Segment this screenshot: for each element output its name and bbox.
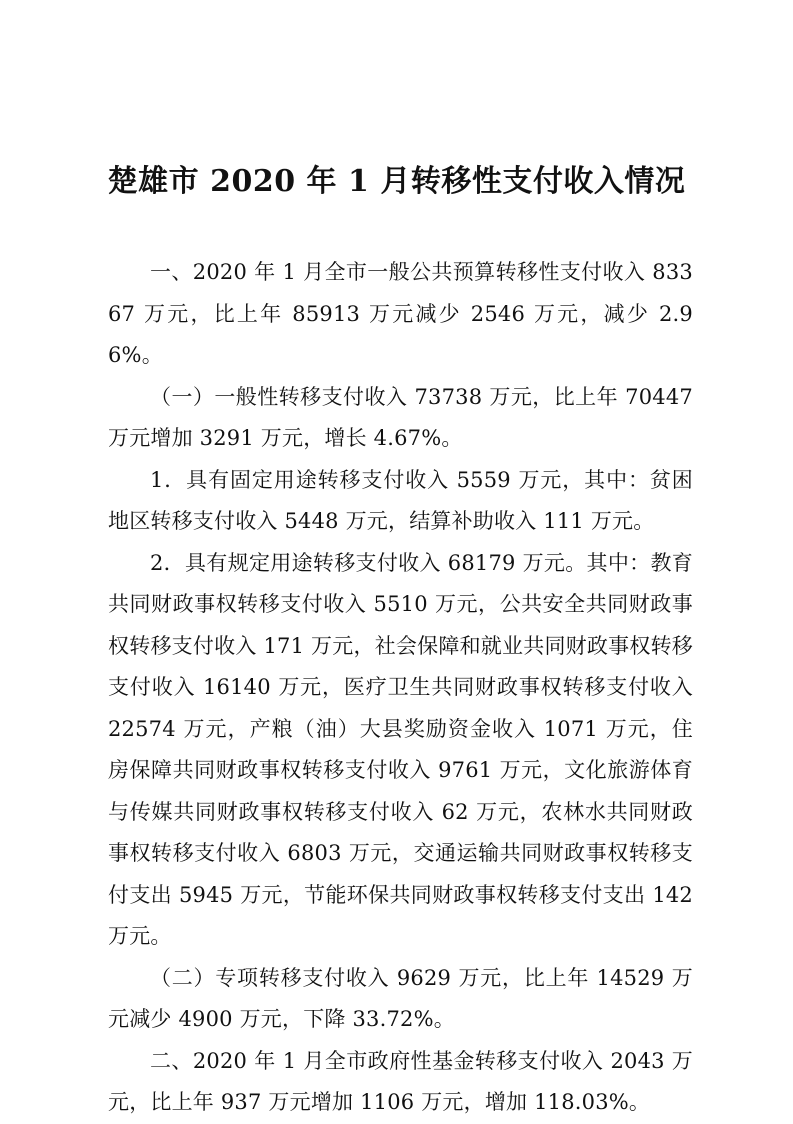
paragraph-government-fund-transfer: 二、2020 年 1 月全市政府性基金转移支付收入 2043 万元，比上年 937 万元增加 1106 万元，增加 118.03%。 [108, 1048, 693, 1114]
paragraph-fixed-purpose-transfer: 1．具有固定用途转移支付收入 5559 万元，其中：贫困地区转移支付收入 5448 万元，结算补助收入 111 万元。 [108, 467, 693, 533]
paragraph-designated-purpose-transfer: 2．具有规定用途转移支付收入 68179 万元。其中：教育共同财政事权转移支付收入 5510 万元，公共安全共同财政事权转移支付收入 171 万元，社会保障和就业共同财政事权转移支付收入 16140 万元，医疗卫生共同财政事权转移支付收入 22574 万元，产粮（油）大县奖励资金收入 1071 万元，住房保障共同财政事权转移支付收入 9761 万元，文化旅游体育与传媒共同财政事权转移支付收入 62 万元，农林水共同财政事权转移支付收入 6803 万元，交通运输共同财政事权转移支付支出 5945 万元，节能环保共同财政事权转移支付支出 142 万元。 [108, 550, 693, 948]
paragraph-special-transfer: （二）专项转移支付收入 9629 万元，比上年 14529 万元减少 4900 万元，下降 33.72%。 [108, 965, 693, 1031]
document-body [108, 252, 693, 1124]
paragraph-general-transfer: （一）一般性转移支付收入 73738 万元，比上年 70447 万元增加 3291 万元，增长 4.67%。 [108, 384, 693, 450]
document-title: 楚雄市 2020 年 1 月转移性支付收入情况 [107, 164, 686, 199]
paragraph-general-budget-transfer: 一、2020 年 1 月全市一般公共预算转移性支付收入 83367 万元，比上年 85913 万元减少 2546 万元，减少 2.96%。 [108, 260, 693, 367]
